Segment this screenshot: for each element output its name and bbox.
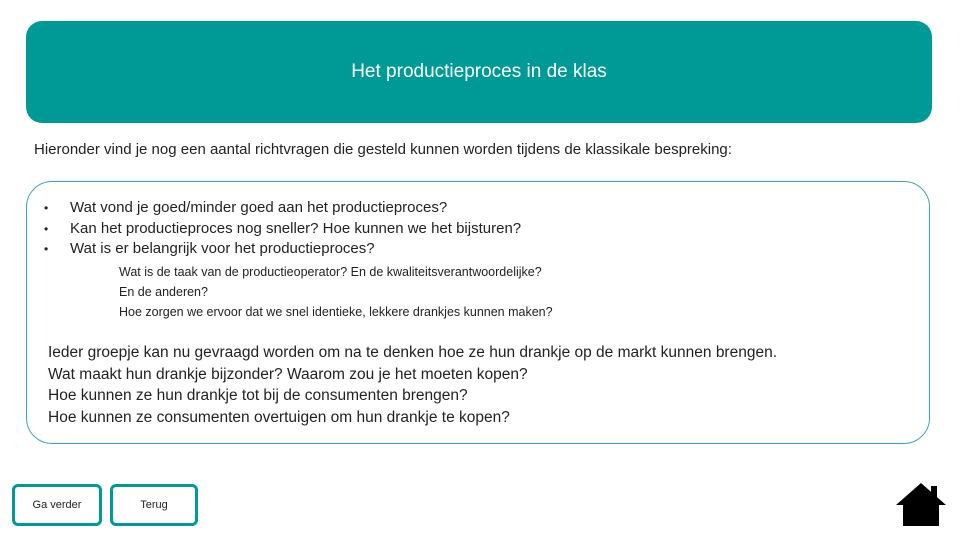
bullet-marker: • xyxy=(44,201,49,215)
next-button-label: Ga verder xyxy=(32,499,82,511)
back-button[interactable] xyxy=(110,484,198,526)
group-assignment xyxy=(48,342,777,428)
sub-questions xyxy=(119,262,553,322)
page-title: Het productieproces in de klas xyxy=(351,61,607,82)
sub-question: En de anderen? xyxy=(119,285,208,299)
paragraph-line: Ieder groepje kan nu gevraagd worden om na te denken hoe ze hun drankje op de markt kunnen brengen. xyxy=(48,344,778,361)
next-button[interactable] xyxy=(12,484,102,526)
bullet-marker: • xyxy=(44,221,49,236)
paragraph-line: Hoe kunnen ze hun drankje tot bij de consumenten brengen? xyxy=(48,387,468,404)
intro-text: Hieronder vind je nog een aantal richtvragen die gesteld kunnen worden tijdens de klassikale bespreking: xyxy=(34,141,732,158)
list-item xyxy=(44,219,521,240)
home-icon xyxy=(894,480,948,528)
paragraph-line: Hoe kunnen ze consumenten overtuigen om hun drankje te kopen? xyxy=(48,408,510,426)
question-list xyxy=(44,198,521,260)
list-item-text: Kan het productieproces nog sneller? Hoe kunnen we het bijsturen? xyxy=(70,219,522,237)
back-button-label: Terug xyxy=(140,499,168,511)
home-button[interactable] xyxy=(894,480,948,528)
list-item-text: Wat is er belangrijk voor het productieproces? xyxy=(70,240,375,257)
list-item-text: Wat vond je goed/minder goed aan het productieproces? xyxy=(70,199,448,216)
sub-question: Hoe zorgen we ervoor dat we snel identieke, lekkere drankjes kunnen maken? xyxy=(119,305,553,319)
list-item xyxy=(44,198,521,219)
bullet-marker: • xyxy=(44,242,49,256)
list-item xyxy=(44,239,521,260)
title-banner xyxy=(26,21,932,123)
paragraph-line: Wat maakt hun drankje bijzonder? Waarom zou je het moeten kopen? xyxy=(48,365,528,383)
sub-question: Wat is de taak van de productieoperator? En de kwaliteitsverantwoordelijke? xyxy=(119,265,542,279)
